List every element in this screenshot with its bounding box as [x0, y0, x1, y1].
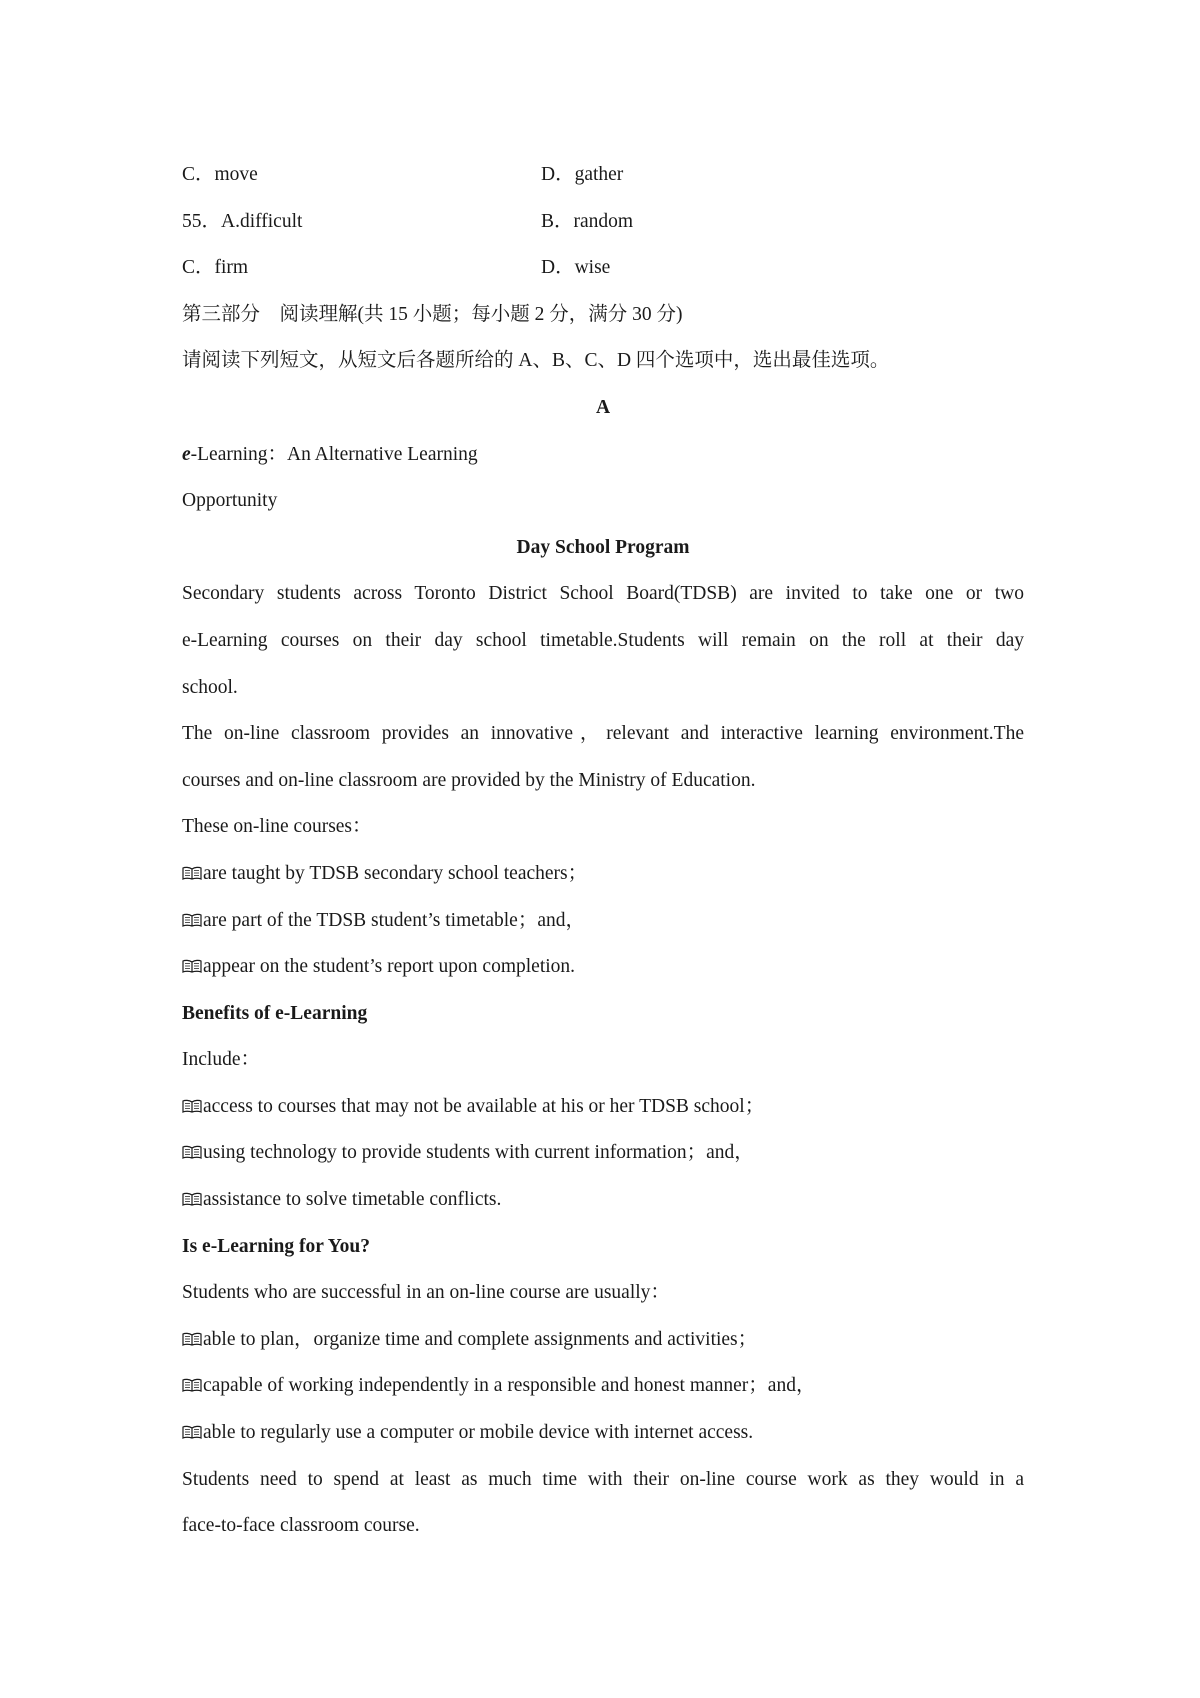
option-a: 55．A.difficult	[182, 210, 303, 232]
option-b: B．random	[541, 210, 634, 232]
paragraph-line: school.	[182, 676, 238, 698]
list-item	[182, 1130, 1024, 1177]
program-heading: Day School Program	[516, 536, 690, 558]
question-55-row	[182, 199, 1024, 246]
list-item	[182, 898, 1024, 945]
fit-intro: Students who are successful in an on-line course are usually：	[182, 1282, 670, 1304]
open-book-icon	[182, 1425, 202, 1439]
paragraph-line: Students need to spend at least as much time with their on-line course work as they would in a	[182, 1468, 1024, 1490]
list-item	[182, 1177, 1024, 1224]
article-title-rest: -Learning：An Alternative Learning	[190, 443, 478, 465]
list-item	[182, 851, 1024, 898]
courses-intro: These on-line courses：	[182, 816, 372, 838]
benefits-intro: Include：	[182, 1049, 260, 1071]
open-book-icon	[182, 1378, 202, 1392]
paragraph-line: Secondary students across Toronto District School Board(TDSB) are invited to take one or two	[182, 583, 1024, 605]
section-heading: 第三部分 阅读理解(共 15 小题；每小题 2 分，满分 30 分)	[182, 303, 683, 325]
document-page	[182, 152, 1024, 1550]
list-item-text: are part of the TDSB student’s timetable；and，	[203, 909, 585, 931]
passage-label: A	[595, 396, 611, 418]
open-book-icon	[182, 1145, 202, 1159]
list-item-text: are taught by TDSB secondary school teachers；	[203, 862, 588, 884]
open-book-icon	[182, 959, 202, 973]
list-item-text: appear on the student’s report upon completion.	[203, 956, 576, 978]
option-d: D．wise	[541, 257, 611, 279]
article-title	[182, 432, 1024, 479]
option-d: D．gather	[541, 164, 624, 185]
list-item	[182, 1410, 1024, 1457]
paragraph-line: face-to-face classroom course.	[182, 1515, 420, 1537]
list-item-text: able to plan，organize time and complete assignments and activities；	[203, 1328, 758, 1350]
list-item-text: access to courses that may not be available at his or her TDSB school；	[203, 1095, 765, 1117]
list-item-text: able to regularly use a computer or mobile device with internet access.	[203, 1422, 754, 1444]
section-instruction: 请阅读下列短文，从短文后各题所给的 A、B、C、D 四个选项中，选出最佳选项。	[182, 350, 890, 372]
list-item-text: using technology to provide students with current information；and，	[203, 1142, 754, 1164]
open-book-icon	[182, 1099, 202, 1113]
fit-heading: Is e-Learning for You?	[182, 1235, 370, 1257]
list-item	[182, 1084, 1024, 1131]
option-c: C．move	[182, 164, 258, 185]
list-item	[182, 1363, 1024, 1410]
option-c: C．firm	[182, 257, 249, 279]
paragraph-line: courses and on-line classroom are provided by the Ministry of Education.	[182, 769, 756, 791]
article-title-prefix: e	[182, 443, 191, 465]
list-item	[182, 1317, 1024, 1364]
option-row	[182, 245, 1024, 292]
open-book-icon	[182, 913, 202, 927]
open-book-icon	[182, 1192, 202, 1206]
option-row	[182, 152, 1024, 199]
benefits-heading: Benefits of e-Learning	[182, 1002, 368, 1024]
open-book-icon	[182, 866, 202, 880]
list-item	[182, 944, 1024, 991]
open-book-icon	[182, 1332, 202, 1346]
paragraph-line: The on-line classroom provides an innovative，relevant and interactive learning environment.The	[182, 723, 1024, 745]
article-title-line2: Opportunity	[182, 490, 278, 512]
paragraph-line: e-Learning courses on their day school timetable.Students will remain on the roll at their day	[182, 629, 1024, 651]
list-item-text: assistance to solve timetable conflicts.	[203, 1189, 502, 1211]
list-item-text: capable of working independently in a responsible and honest manner；and，	[203, 1375, 816, 1397]
